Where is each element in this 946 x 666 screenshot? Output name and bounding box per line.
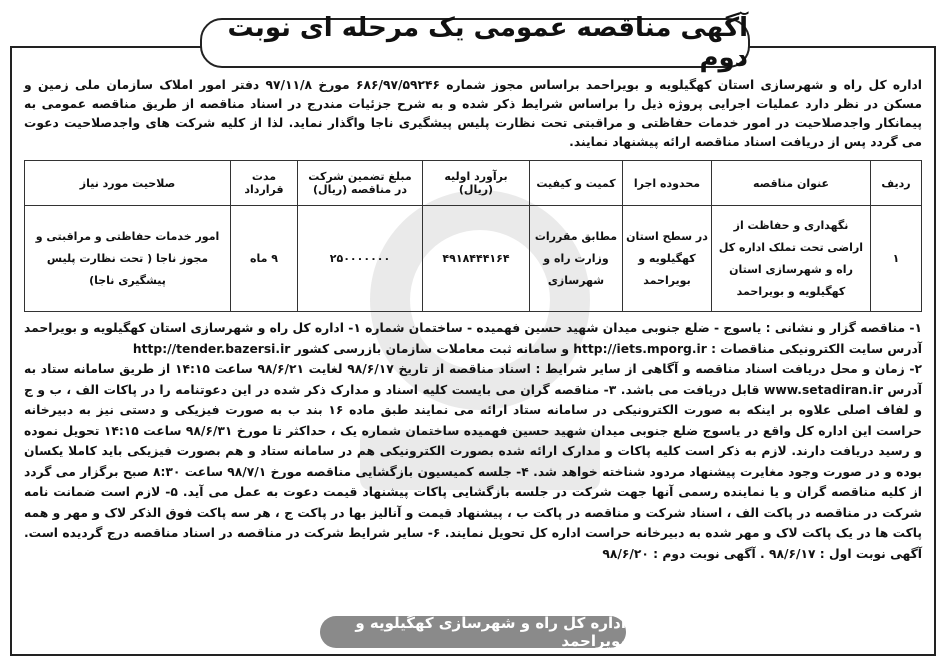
header-qualification: صلاحیت مورد نیاز — [25, 161, 231, 206]
issuer-footer: اداره کل راه و شهرسازی کهگیلویه و بویراحمد — [320, 616, 626, 648]
header-guarantee: مبلغ تضمین شرکت در مناقصه (ریال) — [298, 161, 423, 206]
header-estimate: برآورد اولیه (ریال) — [423, 161, 530, 206]
condition-2-6: ۲- زمان و محل دریافت اسناد مناقصه و آگاهی از سایر شرایط : اسناد مناقصه از تاریخ ۹۸/۶/۱۷ لغایت ۹۸/۶/۲۱ ساعت ۱۴:۱۵ از طریق سامانه ستاد به آدرس www.setadiran.ir قابل دریافت می باشد. ۳- مناقصه گران می بایست کلیه اسناد و مدارک ذکر شده در این دعوتنامه را در پاکات الف ، ب و ج و لفاف اصلی علاوه بر اینکه به صورت الکترونیکی در سامانه ستاد ارائه می نمایند طبق ماده ۱۶ بند ب به صورت فیزیکی و دستی نیز به دبیرخانه حراست این اداره کل واقع در یاسوج ضلع جنوبی میدان شهید حسین فهمیده ساختمان شماره یک ، حداکثر تا مورخ ۹۸/۶/۳۱ ساعت ۱۴:۱۵ تحویل نموده و رسید دریافت دارند. لازم به ذکر است کلیه پاکات و مدارک ارائه شده بصورت الکترونیکی هم در سامانه ستاد و هم بصورت فیزیکی باید کاملا یکسان بوده و در صورت وجود مغایرت پیشنهاد مردود شناخته خواهد شد. ۴- جلسه کمیسیون بازگشایی مناقصه مورخ ۹۸/۷/۱ ساعت ۸:۳۰ صبح برگزار می گردد از کلیه مناقصه گران و یا نماینده رسمی آنها جهت شرکت در جلسه بازگشایی پاکات پیشنهاد قیمت دعوت به عمل می آید. ۵- لازم است ضمانت نامه شرکت در مناقصه در پاکت الف ، اسناد شرکت و مناقصه در پاکت ب ، پیشنهاد قیمت و آنالیز بها در پاکت ج ، هر سه پاکت فوق الذکر لاک و مهر و همه پاکت ها در یک پاکت لاک و مهر شده به دبیرخانه حراست اداره کل تحویل نمایند. ۶- سایر شرایط شرکت در مناقصه در اسناد مناقصه درج گردیده است. آگهی نوبت اول : ۹۸/۶/۱۷ . آگهی نوبت دوم : ۹۸/۶/۲۰ — [24, 362, 923, 561]
notice-title: آگهی مناقصه عمومی یک مرحله ای نوبت دوم — [227, 13, 748, 73]
cell-row-number: ۱ — [871, 206, 922, 312]
condition-1: ۱- مناقصه گزار و نشانی : یاسوج - ضلع جنوبی میدان شهید حسین فهمیده - ساختمان شماره ۱- اداره کل راه و شهرسازی استان کهگیلویه و بویراحمد آدرس سایت الکترونیکی مناقصات : http://iets.mporg.ir و سامانه ثبت معاملات سازمان بازرسی کشور http://tender.bazersi.ir — [24, 321, 922, 356]
cell-duration: ۹ ماه — [231, 206, 298, 312]
header-duration: مدت قرارداد — [231, 161, 298, 206]
title-box — [200, 13, 750, 73]
cell-qualification: امور خدمات حفاظتی و مراقبتی و مجوز ناجا ( تحت نظارت پلیس پیشگیری ناجا) — [25, 206, 231, 312]
setad-link[interactable]: www.setadiran.ir — [764, 382, 883, 397]
conditions-text — [24, 318, 922, 564]
header-quantity: کمیت و کیفیت — [530, 161, 623, 206]
tender-link[interactable]: http://tender.bazersi.ir — [132, 341, 291, 356]
tender-table — [24, 160, 922, 312]
header-row-number: ردیف — [871, 161, 922, 206]
intro-paragraph: اداره کل راه و شهرسازی استان کهگیلویه و بویراحمد براساس مجوز شماره ۶۸۶/۹۷/۵۹۲۴۶ مورخ ۹۷/۱۱/۸ دفتر امور املاک سازمان ملی زمین و مسکن در نظر دارد عملیات اجرایی پروژه ذیل را براساس شرایط ذکر شده و به شرح جزئیات مندرج در اسناد مناقصه از طریق مناقصه عمومی به پیمانکار واجدصلاحیت در امور خدمات حفاظتی و مراقبتی تحت نظارت پلیس پیشگیری ناجا واگذار نماید. لذا از کلیه شرکت های واجدصلاحیت دعوت می گردد پس از دریافت اسناد مناقصه ارائه پیشنهاد نمایند. — [24, 78, 923, 149]
cell-estimate: ۴۹۱۸۴۴۴۱۶۴ — [423, 206, 530, 312]
header-title: عنوان مناقصه — [712, 161, 871, 206]
header-scope: محدوده اجرا — [623, 161, 712, 206]
table-header-row — [25, 161, 922, 206]
cell-title: نگهداری و حفاظت از اراضی تحت تملک اداره کل راه و شهرسازی استان کهگیلویه و بویراحمد — [712, 206, 871, 312]
cell-scope: در سطح استان کهگیلویه و بویراحمد — [623, 206, 712, 312]
cell-quantity: مطابق مقررات وزارت راه و شهرسازی — [530, 206, 623, 312]
cell-guarantee: ۲۵۰۰۰۰۰۰۰ — [298, 206, 423, 312]
iets-link[interactable]: http://iets.mporg.ir — [573, 341, 707, 356]
table-row — [25, 206, 922, 312]
